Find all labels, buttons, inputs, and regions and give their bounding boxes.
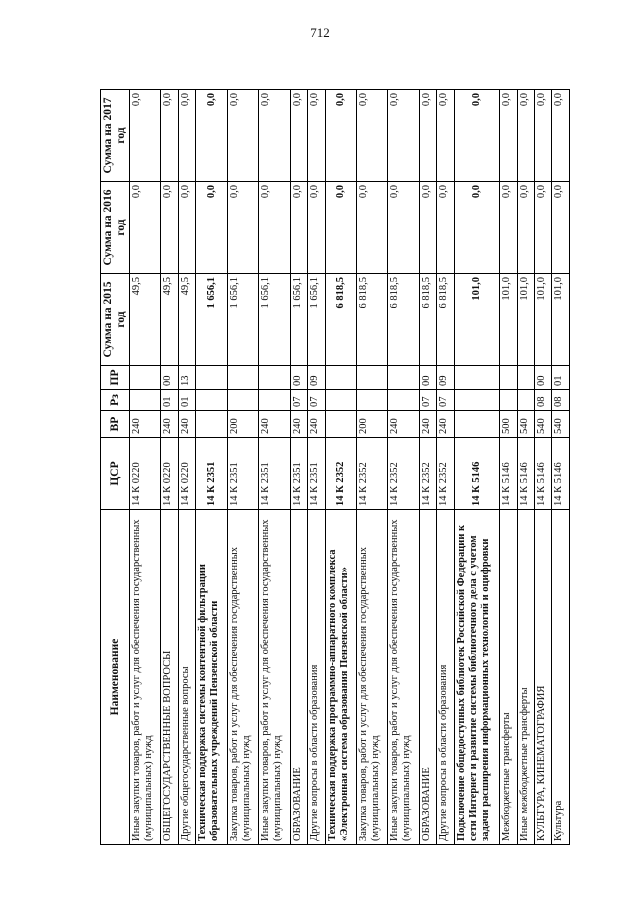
cell-rz [388, 390, 419, 411]
cell-name: Иные межбюджетные трансферты [517, 510, 534, 845]
cell-sum-2016: 0,0 [178, 182, 195, 274]
cell-pr: 00 [290, 366, 307, 390]
cell-rz [325, 390, 356, 411]
cell-csr: 14 К 2352 [356, 438, 387, 510]
cell-sum-2015: 49,5 [130, 274, 161, 366]
cell-vr: 540 [552, 411, 570, 438]
cell-rz: 01 [161, 390, 178, 411]
cell-sum-2016: 0,0 [517, 182, 534, 274]
budget-table [100, 89, 570, 845]
cell-sum-2017: 0,0 [388, 90, 419, 182]
cell-name: Иные закупки товаров, работ и услуг для обеспечения государственных (муниципальных) нужд [388, 510, 419, 845]
cell-sum-2017: 0,0 [500, 90, 517, 182]
cell-sum-2016: 0,0 [308, 182, 325, 274]
table-row [227, 90, 258, 845]
cell-name: Другие общегосударственные вопросы [178, 510, 195, 845]
cell-sum-2015: 1 656,1 [290, 274, 307, 366]
cell-csr: 14 К 2351 [196, 438, 227, 510]
table-row [419, 90, 436, 845]
cell-sum-2017: 0,0 [517, 90, 534, 182]
cell-rz [259, 390, 290, 411]
cell-pr [454, 366, 499, 390]
cell-vr: 200 [227, 411, 258, 438]
cell-rz [517, 390, 534, 411]
cell-name: ОБЩЕГОСУДАРСТВЕННЫЕ ВОПРОСЫ [161, 510, 178, 845]
cell-name: Другие вопросы в области образования [437, 510, 454, 845]
cell-vr [454, 411, 499, 438]
cell-csr: 14 К 2351 [227, 438, 258, 510]
cell-csr: 14 К 2352 [388, 438, 419, 510]
cell-sum-2016: 0,0 [552, 182, 570, 274]
header-name: Наименование [101, 510, 130, 845]
cell-sum-2016: 0,0 [454, 182, 499, 274]
table-row [178, 90, 195, 845]
cell-vr: 240 [419, 411, 436, 438]
cell-sum-2015: 6 818,5 [437, 274, 454, 366]
header-sum-2017: Сумма на 2017 год [101, 90, 130, 182]
cell-name: Другие вопросы в области образования [308, 510, 325, 845]
cell-sum-2015: 1 656,1 [308, 274, 325, 366]
cell-vr: 240 [437, 411, 454, 438]
cell-pr: 09 [437, 366, 454, 390]
cell-sum-2015: 101,0 [517, 274, 534, 366]
cell-name: Межбюджетные трансферты [500, 510, 517, 845]
cell-pr [325, 366, 356, 390]
table-row [454, 90, 499, 845]
cell-sum-2015: 6 818,5 [356, 274, 387, 366]
cell-name: Подключение общедоступных библиотек Российской Федерации к сети Интернет и развитие системы библиотечного дела с учетом задачи расширения информационных технологий и оцифровки [454, 510, 499, 845]
cell-sum-2017: 0,0 [308, 90, 325, 182]
cell-csr: 14 К 2351 [259, 438, 290, 510]
cell-rz: 08 [552, 390, 570, 411]
cell-sum-2017: 0,0 [161, 90, 178, 182]
cell-rz [454, 390, 499, 411]
cell-csr: 14 К 2352 [437, 438, 454, 510]
cell-pr [356, 366, 387, 390]
cell-sum-2017: 0,0 [290, 90, 307, 182]
cell-sum-2017: 0,0 [419, 90, 436, 182]
cell-name: Культура [552, 510, 570, 845]
cell-sum-2017: 0,0 [437, 90, 454, 182]
cell-sum-2017: 0,0 [356, 90, 387, 182]
cell-rz [356, 390, 387, 411]
cell-pr [517, 366, 534, 390]
cell-rz [500, 390, 517, 411]
cell-rz [196, 390, 227, 411]
table-row [437, 90, 454, 845]
cell-csr: 14 К 2351 [308, 438, 325, 510]
table-row [259, 90, 290, 845]
cell-sum-2017: 0,0 [178, 90, 195, 182]
cell-name: Иные закупки товаров, работ и услуг для обеспечения государственных (муниципальных) нужд [130, 510, 161, 845]
cell-sum-2016: 0,0 [325, 182, 356, 274]
cell-sum-2016: 0,0 [290, 182, 307, 274]
rotated-table-container [100, 90, 570, 845]
cell-pr [227, 366, 258, 390]
cell-vr: 240 [259, 411, 290, 438]
cell-rz: 07 [308, 390, 325, 411]
cell-rz: 07 [437, 390, 454, 411]
cell-sum-2017: 0,0 [552, 90, 570, 182]
cell-name: Закупка товаров, работ и услуг для обеспечения государственных (муниципальных) нужд [356, 510, 387, 845]
table-body [130, 90, 570, 845]
cell-csr: 14 К 5146 [517, 438, 534, 510]
table-row [534, 90, 551, 845]
cell-pr: 09 [308, 366, 325, 390]
table-row [325, 90, 356, 845]
table-row [356, 90, 387, 845]
cell-pr: 00 [419, 366, 436, 390]
table-row [130, 90, 161, 845]
cell-rz [227, 390, 258, 411]
table-row [290, 90, 307, 845]
page-number: 712 [310, 25, 330, 40]
table-row [500, 90, 517, 845]
cell-vr: 240 [178, 411, 195, 438]
cell-pr: 00 [534, 366, 551, 390]
cell-pr: 00 [161, 366, 178, 390]
cell-vr: 240 [308, 411, 325, 438]
cell-csr: 14 К 5146 [500, 438, 517, 510]
cell-sum-2015: 49,5 [178, 274, 195, 366]
cell-sum-2016: 0,0 [388, 182, 419, 274]
cell-sum-2017: 0,0 [534, 90, 551, 182]
cell-csr: 14 К 0220 [178, 438, 195, 510]
cell-name: Техническая поддержка программно-аппаратного комплекса «Электронная система образования Пензенской области» [325, 510, 356, 845]
cell-pr [388, 366, 419, 390]
cell-sum-2015: 6 818,5 [419, 274, 436, 366]
cell-name: Иные закупки товаров, работ и услуг для обеспечения государственных (муниципальных) нужд [259, 510, 290, 845]
cell-sum-2015: 1 656,1 [259, 274, 290, 366]
cell-pr [130, 366, 161, 390]
cell-vr: 240 [130, 411, 161, 438]
cell-sum-2016: 0,0 [419, 182, 436, 274]
cell-vr: 240 [388, 411, 419, 438]
cell-csr: 14 К 5146 [534, 438, 551, 510]
table-header-row [101, 90, 130, 845]
cell-sum-2015: 1 656,1 [196, 274, 227, 366]
cell-sum-2016: 0,0 [356, 182, 387, 274]
cell-rz: 07 [290, 390, 307, 411]
table-row [552, 90, 570, 845]
cell-name: Закупка товаров, работ и услуг для обеспечения государственных (муниципальных) нужд [227, 510, 258, 845]
header-sum-2016: Сумма на 2016 год [101, 182, 130, 274]
cell-vr: 200 [356, 411, 387, 438]
cell-csr: 14 К 0220 [161, 438, 178, 510]
cell-pr: 13 [178, 366, 195, 390]
cell-pr [196, 366, 227, 390]
cell-pr [500, 366, 517, 390]
cell-sum-2017: 0,0 [130, 90, 161, 182]
cell-sum-2016: 0,0 [196, 182, 227, 274]
cell-csr: 14 К 5146 [552, 438, 570, 510]
cell-sum-2015: 101,0 [552, 274, 570, 366]
table-row [196, 90, 227, 845]
cell-pr [259, 366, 290, 390]
cell-name: ОБРАЗОВАНИЕ [419, 510, 436, 845]
cell-csr: 14 К 2351 [290, 438, 307, 510]
cell-vr: 540 [534, 411, 551, 438]
cell-csr: 14 К 2352 [419, 438, 436, 510]
header-vr: ВР [101, 411, 130, 438]
cell-sum-2015: 6 818,5 [325, 274, 356, 366]
cell-sum-2017: 0,0 [227, 90, 258, 182]
cell-vr: 540 [517, 411, 534, 438]
cell-sum-2015: 101,0 [500, 274, 517, 366]
cell-rz: 01 [178, 390, 195, 411]
cell-sum-2017: 0,0 [196, 90, 227, 182]
cell-name: ОБРАЗОВАНИЕ [290, 510, 307, 845]
cell-sum-2016: 0,0 [130, 182, 161, 274]
cell-csr: 14 К 2352 [325, 438, 356, 510]
cell-sum-2015: 6 818,5 [388, 274, 419, 366]
cell-sum-2017: 0,0 [325, 90, 356, 182]
cell-sum-2015: 1 656,1 [227, 274, 258, 366]
cell-rz: 07 [419, 390, 436, 411]
cell-csr: 14 К 5146 [454, 438, 499, 510]
header-sum-2015: Сумма на 2015 год [101, 274, 130, 366]
table-row [161, 90, 178, 845]
table-row [517, 90, 534, 845]
cell-sum-2015: 49,5 [161, 274, 178, 366]
header-rz: Рз [101, 390, 130, 411]
cell-sum-2017: 0,0 [259, 90, 290, 182]
table-row [308, 90, 325, 845]
header-pr: ПР [101, 366, 130, 390]
cell-rz: 08 [534, 390, 551, 411]
cell-sum-2015: 101,0 [534, 274, 551, 366]
cell-sum-2016: 0,0 [161, 182, 178, 274]
header-csr: ЦСР [101, 438, 130, 510]
cell-vr: 500 [500, 411, 517, 438]
cell-vr: 240 [290, 411, 307, 438]
cell-name: КУЛЬТУРА, КИНЕМАТОГРАФИЯ [534, 510, 551, 845]
cell-sum-2016: 0,0 [259, 182, 290, 274]
cell-vr [196, 411, 227, 438]
cell-sum-2016: 0,0 [500, 182, 517, 274]
cell-pr: 01 [552, 366, 570, 390]
cell-vr: 240 [161, 411, 178, 438]
cell-sum-2016: 0,0 [227, 182, 258, 274]
cell-sum-2016: 0,0 [534, 182, 551, 274]
table-row [388, 90, 419, 845]
cell-sum-2017: 0,0 [454, 90, 499, 182]
cell-csr: 14 К 0220 [130, 438, 161, 510]
cell-rz [130, 390, 161, 411]
cell-sum-2015: 101,0 [454, 274, 499, 366]
cell-sum-2016: 0,0 [437, 182, 454, 274]
cell-name: Техническая поддержка системы контентной фильтрации образовательных учреждений Пензенской области [196, 510, 227, 845]
cell-vr [325, 411, 356, 438]
